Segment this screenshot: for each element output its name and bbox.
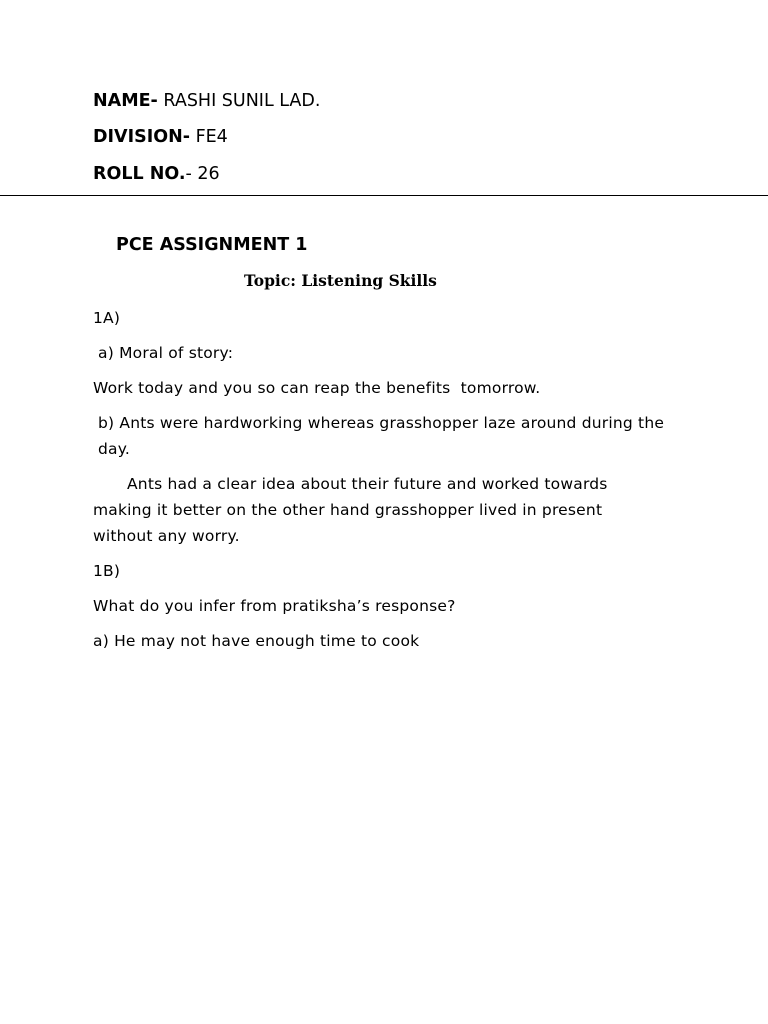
roll-line [93,163,220,185]
name-line [93,90,320,112]
roll-label: ROLL NO. [93,164,186,184]
question-1a-part-b-continued: Ants had a clear idea about their future and worked towards making it better on the other hand grasshopper lived in present without any worry. [93,475,608,545]
assignment-topic: Topic: Listening Skills [244,271,437,290]
question-1b-label: 1B) [93,562,121,580]
question-1a-label: 1A) [93,309,121,327]
roll-value: - 26 [185,164,220,184]
name-value: RASHI SUNIL LAD. [157,91,321,111]
division-label: DIVISION- [93,127,190,147]
question-1a-part-a: a) Moral of story: [98,344,234,362]
name-label: NAME- [93,91,158,111]
header-divider [0,195,768,196]
question-1a-part-b: b) Ants were hardworking whereas grasshopper laze around during the day. [98,414,665,458]
question-1b-question: What do you infer from pratiksha’s response? [93,597,456,615]
division-line [93,126,228,148]
assignment-title: PCE ASSIGNMENT 1 [116,235,308,255]
question-1a-moral: Work today and you so can reap the benefits tomorrow. [93,379,541,397]
division-value: FE4 [190,127,228,147]
question-1b-answer-a: a) He may not have enough time to cook [93,632,420,650]
